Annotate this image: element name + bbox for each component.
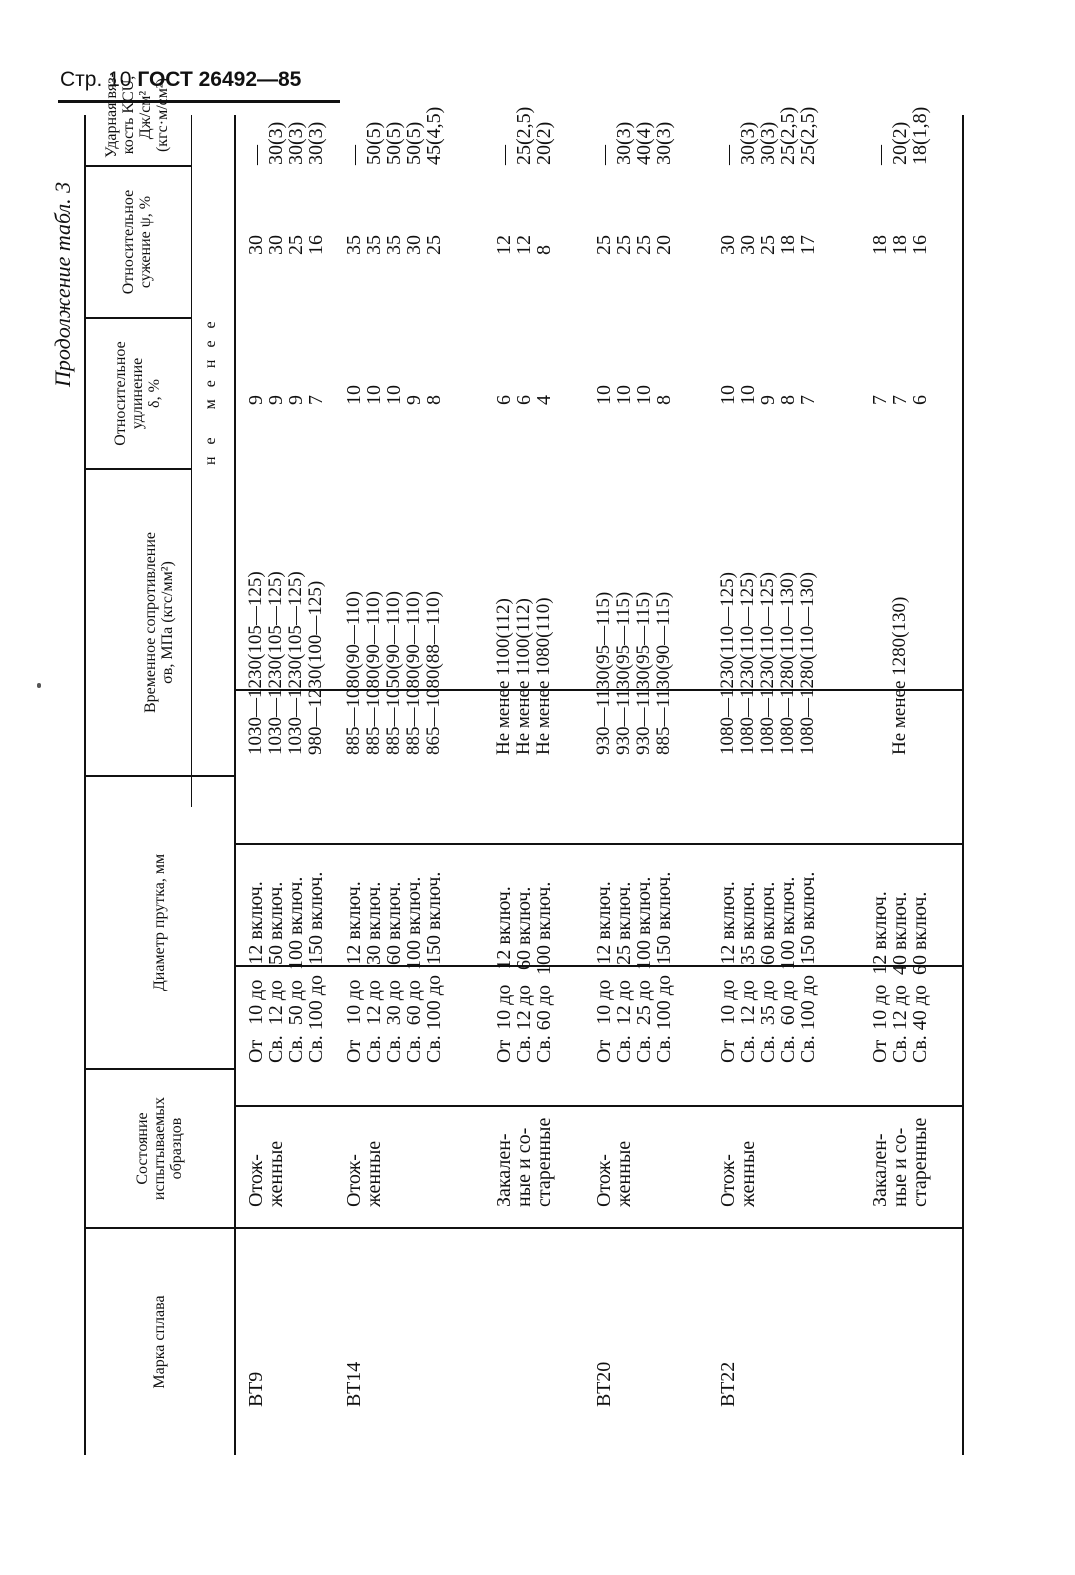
contraction-cell: 30 30 25 18 17 [717, 235, 819, 255]
strength-cell: 885—1080(90—110) 885—1080(90—110) 885—1050(90—110) 885—1080(90—110) 865—1080(88—110) [343, 591, 444, 755]
diameter-cell: От 10 до 12 включ. Св. 12 до 50 включ. Св. 50 до 100 включ. Св. 100 до 150 включ. [245, 871, 327, 1063]
state-cell: Отож- женные [593, 1140, 635, 1207]
strength-cell: Не менее 1100(112) Не менее 1100(112) Не менее 1080(110) [493, 597, 554, 755]
state-cell: Закален- ные и со- старенные [869, 1117, 931, 1207]
page-number: Стр. 10 [60, 68, 132, 91]
diameter-cell: От 10 до 12 включ. Св. 12 до 25 включ. Св. 25 до 100 включ. Св. 100 до 150 включ. [593, 871, 675, 1063]
impact-cell: — 25(2,5) 20(2) [493, 106, 555, 165]
header-elongation: Относительное удлинение δ, % [111, 341, 163, 446]
header-state: Состояние испытываемых образцов [133, 1096, 185, 1201]
strength-cell: 930—1130(95—115) 930—1130(95—115) 930—1130(95—115) 885—1130(90—115) [593, 591, 674, 755]
contraction-cell: 25 25 25 20 [593, 235, 675, 255]
impact-cell: — 30(3) 40(4) 30(3) [593, 121, 675, 165]
diameter-cell: От 10 до 12 включ. Св. 12 до 35 включ. Св. 35 до 60 включ. Св. 60 до 100 включ. Св. 100 до 150 включ. [717, 871, 819, 1063]
impact-cell: — 50(5) 50(5) 50(5) 45(4,5) [343, 106, 445, 165]
elongation-cell: 7 7 6 [869, 395, 931, 405]
contraction-cell: 12 12 8 [493, 235, 555, 255]
elongation-cell: 9 9 9 7 [245, 395, 327, 405]
contraction-cell: 18 18 16 [869, 235, 931, 255]
group-divider [236, 843, 962, 845]
contraction-cell: 35 35 35 30 25 [343, 235, 445, 255]
alloy-vt14: ВТ14 [343, 1361, 365, 1407]
state-cell: Закален- ные и со- старенные [493, 1117, 555, 1207]
header-separator [234, 115, 236, 1455]
header-impact: Ударная вяз- кость KCU, Дж/см² (кгс·м/см²) [103, 72, 171, 158]
state-cell: Отож- женные [245, 1140, 287, 1207]
not-less-label: не менее [202, 309, 219, 465]
contraction-cell: 30 30 25 16 [245, 235, 327, 255]
diameter-cell: От 10 до 12 включ. Св. 12 до 30 включ. Св. 30 до 60 включ. Св. 60 до 100 включ. Св. 100 до 150 включ. [343, 871, 445, 1063]
diameter-cell: От 10 до 12 включ. Св. 12 до 40 включ. Св. 40 до 60 включ. [869, 891, 931, 1063]
state-cell: Отож- женные [343, 1140, 385, 1207]
standard-code: ГОСТ 26492—85 [137, 68, 302, 91]
diameter-cell: От 10 до 12 включ. Св. 12 до 60 включ. Св. 60 до 100 включ. [493, 881, 555, 1063]
alloy-vt20: ВТ20 [593, 1361, 615, 1407]
strength-cell: 1030—1230(105—125) 1030—1230(105—125) 1030—1230(105—125) 980—1230(100—125) [245, 571, 326, 755]
alloy-vt22: ВТ22 [717, 1361, 739, 1407]
group-divider [236, 1227, 962, 1229]
elongation-cell: 10 10 9 8 7 [717, 385, 819, 405]
alloy-vt9: ВТ9 [245, 1371, 267, 1407]
strength-cell: 1080—1230(110—125) 1080—1230(110—125) 1080—1230(110—125) 1080—1280(110—130) 1080—1280(110—130) [717, 572, 818, 755]
strength-cell: Не менее 1280(130) [889, 596, 910, 755]
impact-cell: — 20(2) 18(1,8) [869, 106, 931, 165]
header-diameter: Диаметр прутка, мм [150, 853, 168, 992]
table-bottom-rule [962, 115, 964, 1455]
table-caption: Продолжение табл. 3 [50, 181, 75, 387]
header-alloy: Марка сплава [150, 1295, 168, 1389]
header-strength: Временное сопротивление σв, МПа (кгс/мм²) [142, 531, 176, 714]
impact-cell: — 30(3) 30(3) 25(2,5) 25(2,5) [717, 106, 819, 165]
impact-cell: — 30(3) 30(3) 30(3) [245, 121, 327, 165]
elongation-cell: 10 10 10 9 8 [343, 385, 445, 405]
group-divider [236, 1105, 962, 1107]
state-cell: Отож- женные [717, 1140, 759, 1207]
header-contraction: Относительное сужение ψ, % [120, 189, 154, 295]
elongation-cell: 6 6 4 [493, 395, 555, 405]
elongation-cell: 10 10 10 8 [593, 385, 675, 405]
